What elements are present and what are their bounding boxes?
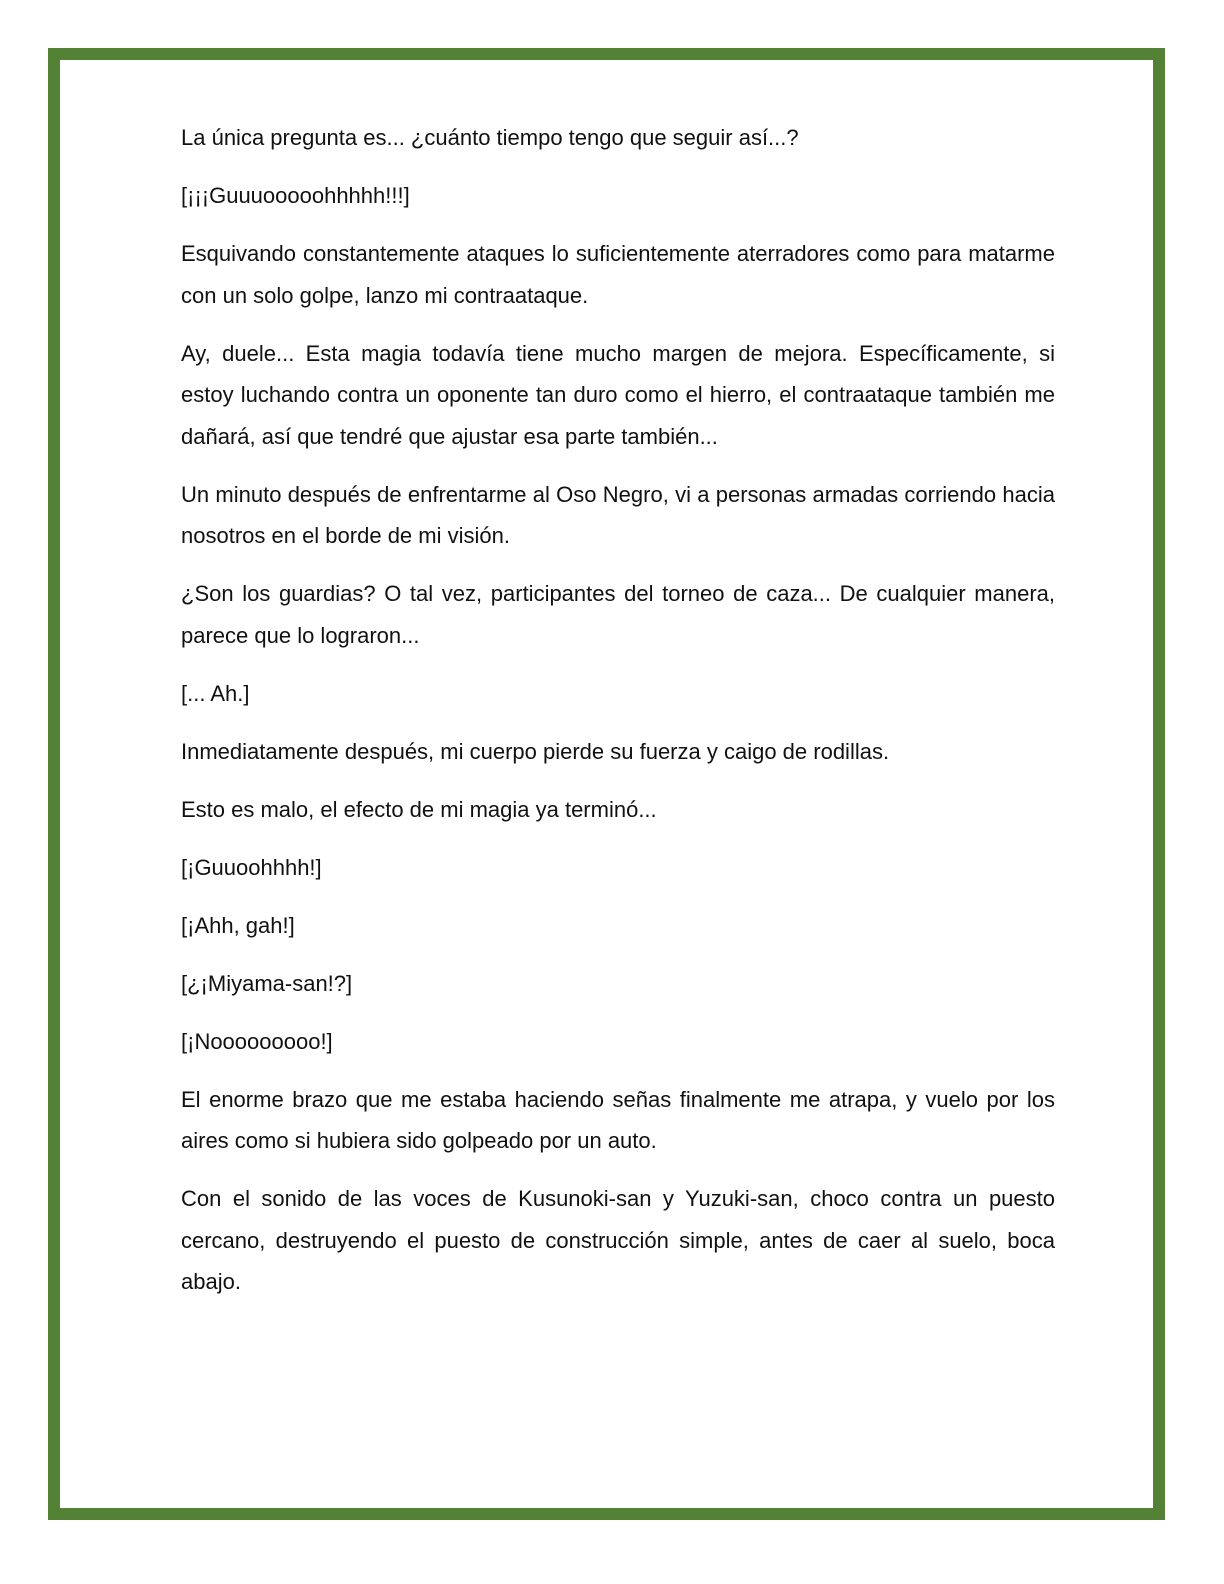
paragraph: [... Ah.] <box>181 680 250 706</box>
paragraph: [¡Guuoohhhh!] <box>181 854 322 880</box>
paragraph: [¡¡¡Guuuooooohhhhh!!!] <box>181 183 410 208</box>
paragraph: ¿Son los guardias? O tal vez, participantes del torneo de caza... De cualquier manera, parece que lo lograron... <box>181 581 1055 648</box>
page-border <box>48 48 1165 1520</box>
paragraph: La única pregunta es... ¿cuánto tiempo tengo que seguir así...? <box>181 125 799 150</box>
paragraph: Ay, duele... Esta magia todavía tiene mucho margen de mejora. Específicamente, si estoy luchando contra un oponente tan duro como el hierro, el contraataque también me dañará, así que tendré que ajustar esa parte también... <box>181 340 1055 449</box>
paragraph: [¡Ahh, gah!] <box>181 912 295 938</box>
paragraph: Esto es malo, el efecto de mi magia ya terminó... <box>181 796 657 822</box>
paragraph: [¿¡Miyama-san!?] <box>181 970 353 996</box>
paragraph: [¡Nooooooooo!] <box>181 1028 333 1054</box>
paragraph: Inmediatamente después, mi cuerpo pierde su fuerza y caigo de rodillas. <box>181 738 890 764</box>
document-body <box>181 117 1055 1319</box>
paragraph: Esquivando constantemente ataques lo suficientemente aterradores como para matarme con un solo golpe, lanzo mi contraataque. <box>181 241 1055 308</box>
paragraph: El enorme brazo que me estaba haciendo señas finalmente me atrapa, y vuelo por los aires como si hubiera sido golpeado por un auto. <box>181 1086 1055 1153</box>
paragraph: Un minuto después de enfrentarme al Oso Negro, vi a personas armadas corriendo hacia nosotros en el borde de mi visión. <box>181 481 1055 548</box>
paragraph: Con el sonido de las voces de Kusunoki-san y Yuzuki-san, choco contra un puesto cercano, destruyendo el puesto de construcción simple, antes de caer al suelo, boca abajo. <box>181 1186 1055 1294</box>
